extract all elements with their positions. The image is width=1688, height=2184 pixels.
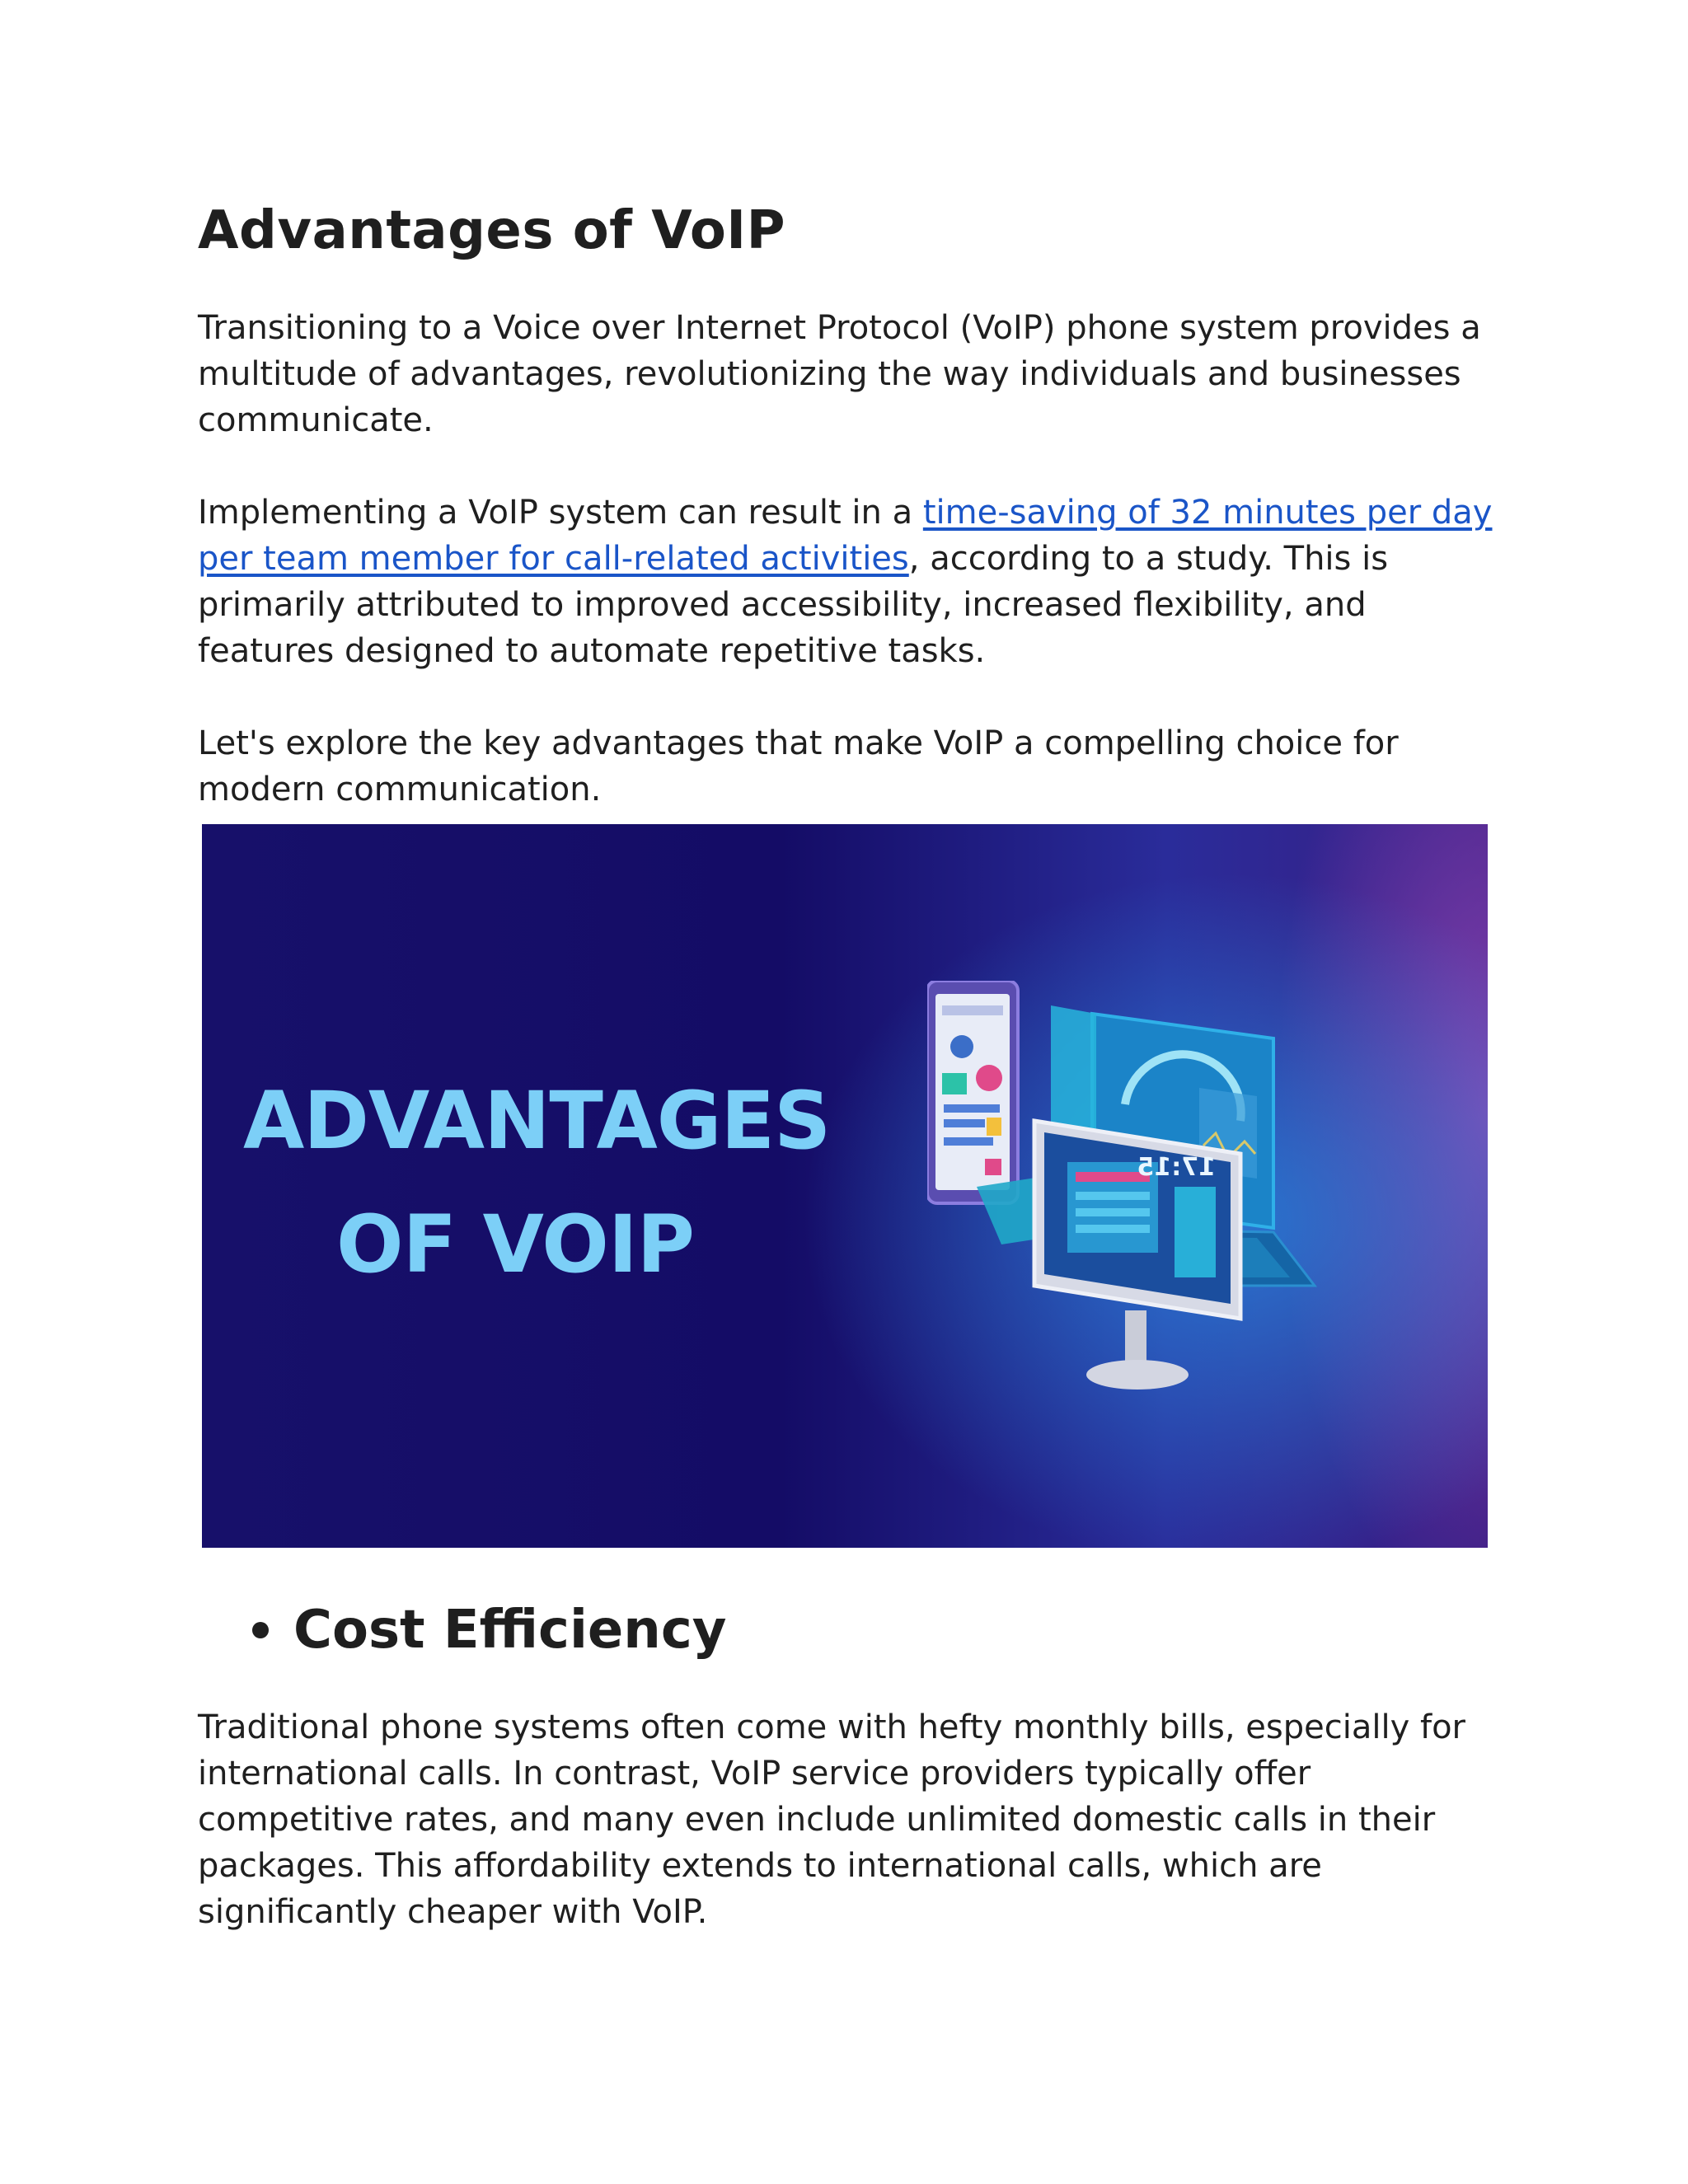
hero-title-line2: OF VOIP bbox=[336, 1198, 694, 1291]
page-title: Advantages of VoIP bbox=[198, 200, 785, 261]
intro-paragraph: Transitioning to a Voice over Internet Protocol (VoIP) phone system provides a multitude of advantages, revolutionizing the way individuals and businesses communicate. bbox=[198, 309, 1481, 439]
section-heading-cost-efficiency bbox=[198, 1597, 1500, 1663]
monitor-icon bbox=[1034, 1121, 1240, 1390]
cost-efficiency-paragraph: Traditional phone systems often come with hefty monthly bills, especially for international calls. In contrast, VoIP service providers typically offer competitive rates, and many even include unlimited domestic calls in their packages. This affordability extends to international calls, which are significantly cheaper with VoIP. bbox=[198, 1708, 1465, 1931]
section-heading-text: Cost Efficiency bbox=[293, 1600, 727, 1661]
smartphone-icon bbox=[927, 981, 1018, 1203]
study-link[interactable]: time-saving of 32 minutes per day per team member for call-related activities bbox=[198, 494, 1493, 578]
study-text-after: , according to a study. This is primarily attributed to improved accessibility, increased flexibility, and features designed to automate repetitive tasks. bbox=[198, 540, 1389, 670]
explore-paragraph: Let's explore the key advantages that make VoIP a compelling choice for modern communication. bbox=[198, 724, 1399, 808]
clock-readout: 17:15 bbox=[1137, 1153, 1216, 1182]
document-page bbox=[198, 198, 1500, 1935]
study-text-before: Implementing a VoIP system can result in a bbox=[198, 494, 923, 532]
bullet-icon bbox=[252, 1622, 269, 1638]
study-paragraph bbox=[198, 490, 1500, 674]
devices-illustration bbox=[927, 981, 1455, 1442]
hero-title-line1: ADVANTAGES bbox=[243, 1075, 831, 1167]
advantages-hero-image bbox=[202, 824, 1488, 1548]
